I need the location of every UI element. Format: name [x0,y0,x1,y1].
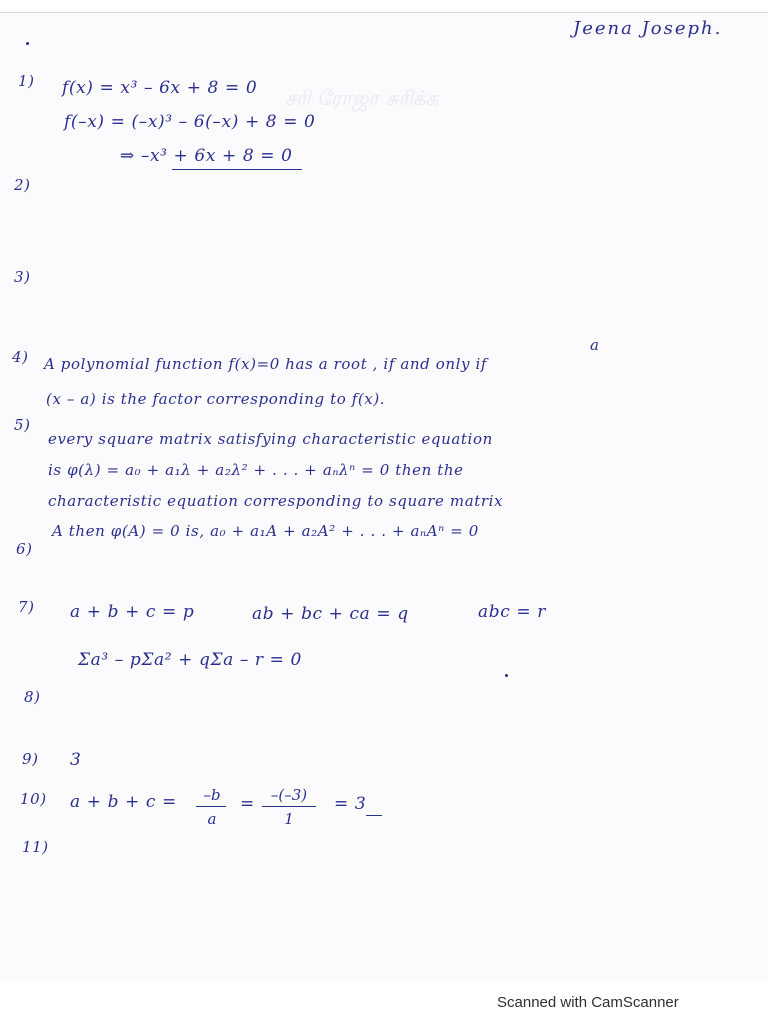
q6-number: 6) [16,540,33,558]
q10-lhs: a + b + c = [70,792,177,812]
q10-frac2-numerator: –(–3) [270,786,308,804]
q10-frac1-bar [196,806,226,807]
q1-line1: f(x) = x³ – 6x + 8 = 0 [62,78,258,98]
q7-eq3: abc = r [478,602,546,622]
q1-line3: ⇒ –x³ + 6x + 8 = 0 [120,146,293,166]
q9-number: 9) [22,750,39,768]
camscanner-watermark: Scanned with CamScanner [497,994,679,1011]
q4-line1: A polynomial function f(x)=0 has a root , if and only if [44,355,487,373]
q5-line2: is φ(λ) = a₀ + a₁λ + a₂λ² + . . . + aₙλⁿ = 0 then the [48,461,464,479]
q5-line1: every square matrix satisfying characteristic equation [48,430,493,448]
q10-frac1-denominator: a [207,810,217,828]
q11-number: 11) [22,838,49,856]
q1-line2: f(–x) = (–x)³ – 6(–x) + 8 = 0 [64,112,316,132]
q10-number: 10) [20,790,47,808]
q10-frac2-bar [262,806,316,807]
q8-number: 8) [24,688,41,706]
q1-answer-underline [172,169,302,170]
q7-eq4: Σa³ – pΣa² + qΣa – r = 0 [78,650,302,670]
q2-number: 2) [14,176,31,194]
q4-root-symbol: a [590,336,600,354]
q10-result: = 3 [334,794,367,814]
q10-equals: = [240,794,255,814]
q7-eq2: ab + bc + ca = q [252,604,409,624]
q7-eq1: a + b + c = p [70,602,195,622]
q3-number: 3) [14,268,31,286]
q5-line3: characteristic equation corresponding to square matrix [48,492,504,510]
stray-dot [505,674,508,677]
q1-number: 1) [18,72,35,90]
q7-number: 7) [18,598,35,616]
q10-frac1-numerator: –b [203,786,221,804]
q10-result-underline [366,815,382,816]
q9-answer: 3 [70,750,82,770]
q4-number: 4) [12,348,29,366]
stray-dot [26,42,29,45]
q5-line4: A then φ(A) = 0 is, a₀ + a₁A + a₂A² + . . . + aₙAⁿ = 0 [52,522,479,540]
author-name: Jeena Joseph. [573,18,723,39]
q4-line2: (x – a) is the factor corresponding to f(x). [46,390,386,408]
show-through-text: சரி ரோஜா சுரிக்க [285,86,439,110]
q5-number: 5) [14,416,31,434]
q10-frac2-denominator: 1 [284,810,294,828]
